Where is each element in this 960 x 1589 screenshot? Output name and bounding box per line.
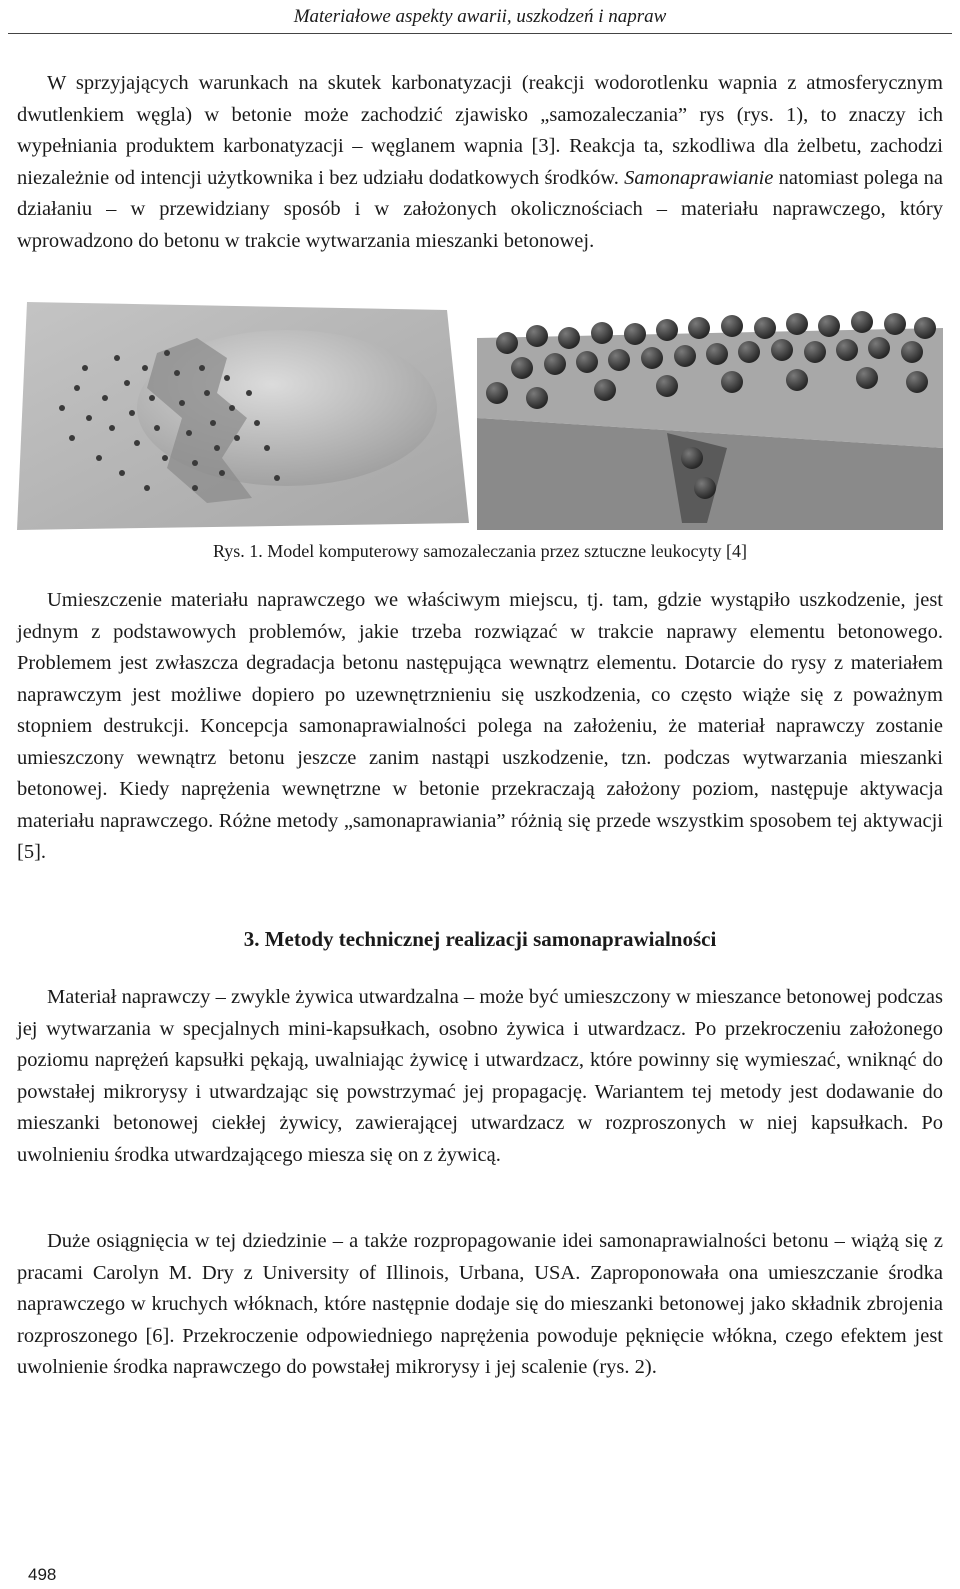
paragraph-1-emphasis: Samonaprawianie — [624, 166, 774, 189]
figure-1-caption: Rys. 1. Model komputerowy samozaleczania przez sztuczne leukocyty [4] — [212, 541, 748, 561]
paragraph-4: Duże osiągnięcia w tej dziedzinie – a także rozpropagowanie idei samonaprawialności betonu – wiążą się z pracami Carolyn M. Dry z University of Illinois, Urbana, USA. Zaproponowała ona umieszczanie środka naprawczego w kruchych włóknach, które następnie dodaje się do mieszanki betonowej jako składnik zbrojenia rozproszonego [6]. Przekroczenie odpowiedniego naprężenia powoduje pęknięcie włókna, czego efektem jest uwolnienie środka naprawczego do powstałej mikrorysy i jej scalenie (rys. 2). — [17, 1230, 943, 1378]
running-header — [0, 0, 960, 34]
figure-1-right-render — [477, 298, 943, 530]
header-rule — [8, 33, 952, 34]
page-number: 498 — [28, 1565, 57, 1584]
running-header-title: Materiałowe aspekty awarii, uszkodzeń i napraw — [293, 6, 667, 27]
figure-1 — [17, 298, 943, 530]
paragraph-1-text-b: natomiast polega na działaniu – w przewidziany sposób i w założonych okolicznościach – materiału naprawczego, który wprowadzono do betonu w trakcie wytwarzania mieszanki betonowej. — [17, 166, 944, 252]
paragraph-2: Umieszczenie materiału naprawczego we właściwym miejscu, tj. tam, gdzie wystąpiło uszkodzenie, jest jednym z podstawowych problemów, jakie trzeba rozwiązać w trakcie naprawy elementu betonowego. Problemem jest zwłaszcza degradacja betonu następująca wewnątrz elementu. Dotarcie do rysy z materiałem naprawczym jest możliwe dopiero po uzewnętrznieniu się uszkodzenia, co często wiąże się z poważnym stopniem destrukcji. Koncepcja samonaprawialności polega na założeniu, że materiał naprawczy zostanie umieszczony wewnątrz betonu jeszcze zanim nastąpi uszkodzenie, tzn. podczas wytwarzania mieszanki betonowej. Kiedy naprężenia wewnętrzne w betonie przekraczają założony poziom, następuje aktywacja materiału naprawczego. Różne metody „samonaprawiania” różnią się przede wszystkim sposobem tej aktywacji [5]. — [17, 589, 943, 863]
section-heading: 3. Metody technicznej realizacji samonaprawialności — [243, 927, 717, 951]
figure-1-left-render — [17, 298, 477, 530]
paragraph-3: Materiał naprawczy – zwykle żywica utwardzalna – może być umieszczony w mieszance betonowej podczas jej wytwarzania w specjalnych mini-kapsułkach, osobno żywica i utwardzacz. Po przekroczeniu założonego poziomu naprężeń kapsułki pękają, uwalniając żywicę i utwardzacz, które powinny się wymieszać, wniknąć do powstałej mikrorysy i utwardzając się powstrzymać jej propagację. Wariantem tej metody jest dodawanie do mieszanki betonowej ciekłej żywicy, zawierającej utwardzacz w rozproszonych w niej kapsułkach. Po uwolnieniu środka utwardzającego miesza się on z żywicą. — [17, 986, 943, 1166]
paragraph-1 — [17, 68, 943, 257]
paragraph-1-text-a: W sprzyjających warunkach na skutek karbonatyzacji (reakcji wodorotlenku wapnia z atmosferycznym dwutlenkiem węgla) w betonie może zachodzić zjawisko „samozaleczania” rys (rys. 1), to znaczy ich wypełniania produktem karbonatyzacji – węglanem wapnia [3]. Reakcja ta, szkodliwa dla żelbetu, zachodzi niezależnie od intencji użytkownika i bez udziału dodatkowych środków. — [17, 72, 943, 189]
